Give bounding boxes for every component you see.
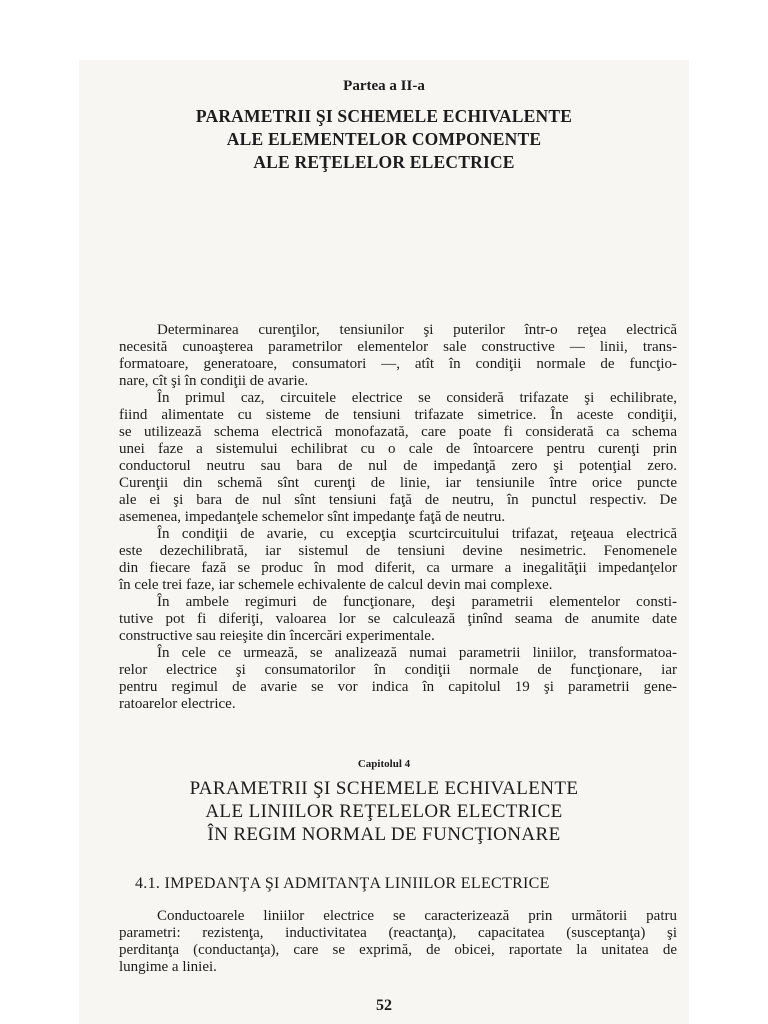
section-line: parametri: rezistenţa, inductivitatea (reactanţa), capacitatea (susceptanţa) şi xyxy=(119,925,677,941)
part-title-line-3: ALE REŢELELOR ELECTRICE xyxy=(253,152,515,172)
intro-line: unei faze a sistemului echilibrat cu o cale de întoarcere pentru curenţi prin xyxy=(119,441,677,457)
intro-line: Curenţii din schemă sînt curenţi de linie, iar tensiunile între orice puncte xyxy=(119,475,677,491)
chapter-title-line-3: ÎN REGIM NORMAL DE FUNCŢIONARE xyxy=(207,824,561,845)
intro-line: în cele trei faze, iar schemele echivalente de calcul devin mai complexe. xyxy=(119,577,553,593)
part-title-line-1: PARAMETRII ŞI SCHEMELE ECHIVALENTE xyxy=(195,106,573,126)
intro-line: asemenea, impedanţele schemelor sînt impedanţe faţă de neutru. xyxy=(119,509,506,525)
section-line: lungime a liniei. xyxy=(119,959,217,975)
intro-line: ale ei şi bara de nul sînt tensiuni faţă de neutru, în punctul respectiv. De xyxy=(119,492,677,508)
intro-line: În ambele regimuri de funcţionare, deşi parametrii elementelor consti- xyxy=(157,594,677,610)
intro-line: fiind alimentate cu sisteme de tensiuni trifazate simetrice. În aceste condiţii, xyxy=(119,407,677,423)
intro-line: se utilizează schema electrică monofazată, care poate fi considerată ca schema xyxy=(119,424,677,440)
chapter-title-line-2: ALE LINIILOR REŢELELOR ELECTRICE xyxy=(205,801,563,822)
intro-line: constructive sau reieşite din încercări experimentale. xyxy=(119,628,435,644)
intro-line: este dezechilibrată, iar sistemul de tensiuni devine nesimetric. Fenomenele xyxy=(119,543,677,559)
part-label: Partea a II-a xyxy=(343,78,425,94)
part-title-line-2: ALE ELEMENTELOR COMPONENTE xyxy=(226,129,542,149)
intro-line: În condiţii de avarie, cu excepţia scurtcircuitului trifazat, reţeaua electrică xyxy=(157,526,677,542)
intro-line: ratoarelor electrice. xyxy=(119,696,236,712)
section-line: Conductoarele liniilor electrice se caracterizează prin următorii patru xyxy=(157,908,677,924)
intro-line: relor electrice şi consumatorilor în condiţii normale de funcţionare, iar xyxy=(119,662,677,678)
section-text xyxy=(119,908,677,976)
page-number: 52 xyxy=(376,997,392,1014)
book-page xyxy=(79,60,689,1024)
section-line: perditanţa (conductanţa), care se exprimă, de obicei, raportate la unitatea de xyxy=(119,942,677,958)
section-heading: 4.1. IMPEDANŢA ŞI ADMITANŢA LINIILOR ELECTRICE xyxy=(135,875,550,892)
intro-line: Determinarea curenţilor, tensiunilor şi puterilor într-o reţea electrică xyxy=(157,322,677,338)
intro-line: În cele ce urmează, se analizează numai parametrii liniilor, transformatoa- xyxy=(157,645,677,661)
intro-text xyxy=(119,322,677,713)
chapter-title-line-1: PARAMETRII ŞI SCHEMELE ECHIVALENTE xyxy=(189,778,579,799)
chapter-label: Capitolul 4 xyxy=(357,758,411,770)
intro-line: tutive pot fi diferiţi, valoarea lor se calculează ţinînd seama de anumite date xyxy=(119,611,677,627)
intro-line: din fiecare fază se produc în mod diferit, ca urmare a inegalităţii impedanţelor xyxy=(119,560,677,576)
intro-line: conductorul neutru sau bara de nul de impedanţă zero şi potenţial zero. xyxy=(119,458,677,474)
intro-line: pentru regimul de avarie se vor indica în capitolul 19 şi parametrii gene- xyxy=(119,679,677,695)
intro-line: formatoare, generatoare, consumatori —, atît în condiţii normale de funcţio- xyxy=(119,356,677,372)
intro-line: necesită cunoaşterea parametrilor elementelor sale constructive — linii, trans- xyxy=(119,339,677,355)
intro-line: În primul caz, circuitele electrice se consideră trifazate şi echilibrate, xyxy=(157,390,677,406)
intro-line: nare, cît şi în condiţii de avarie. xyxy=(119,373,309,389)
